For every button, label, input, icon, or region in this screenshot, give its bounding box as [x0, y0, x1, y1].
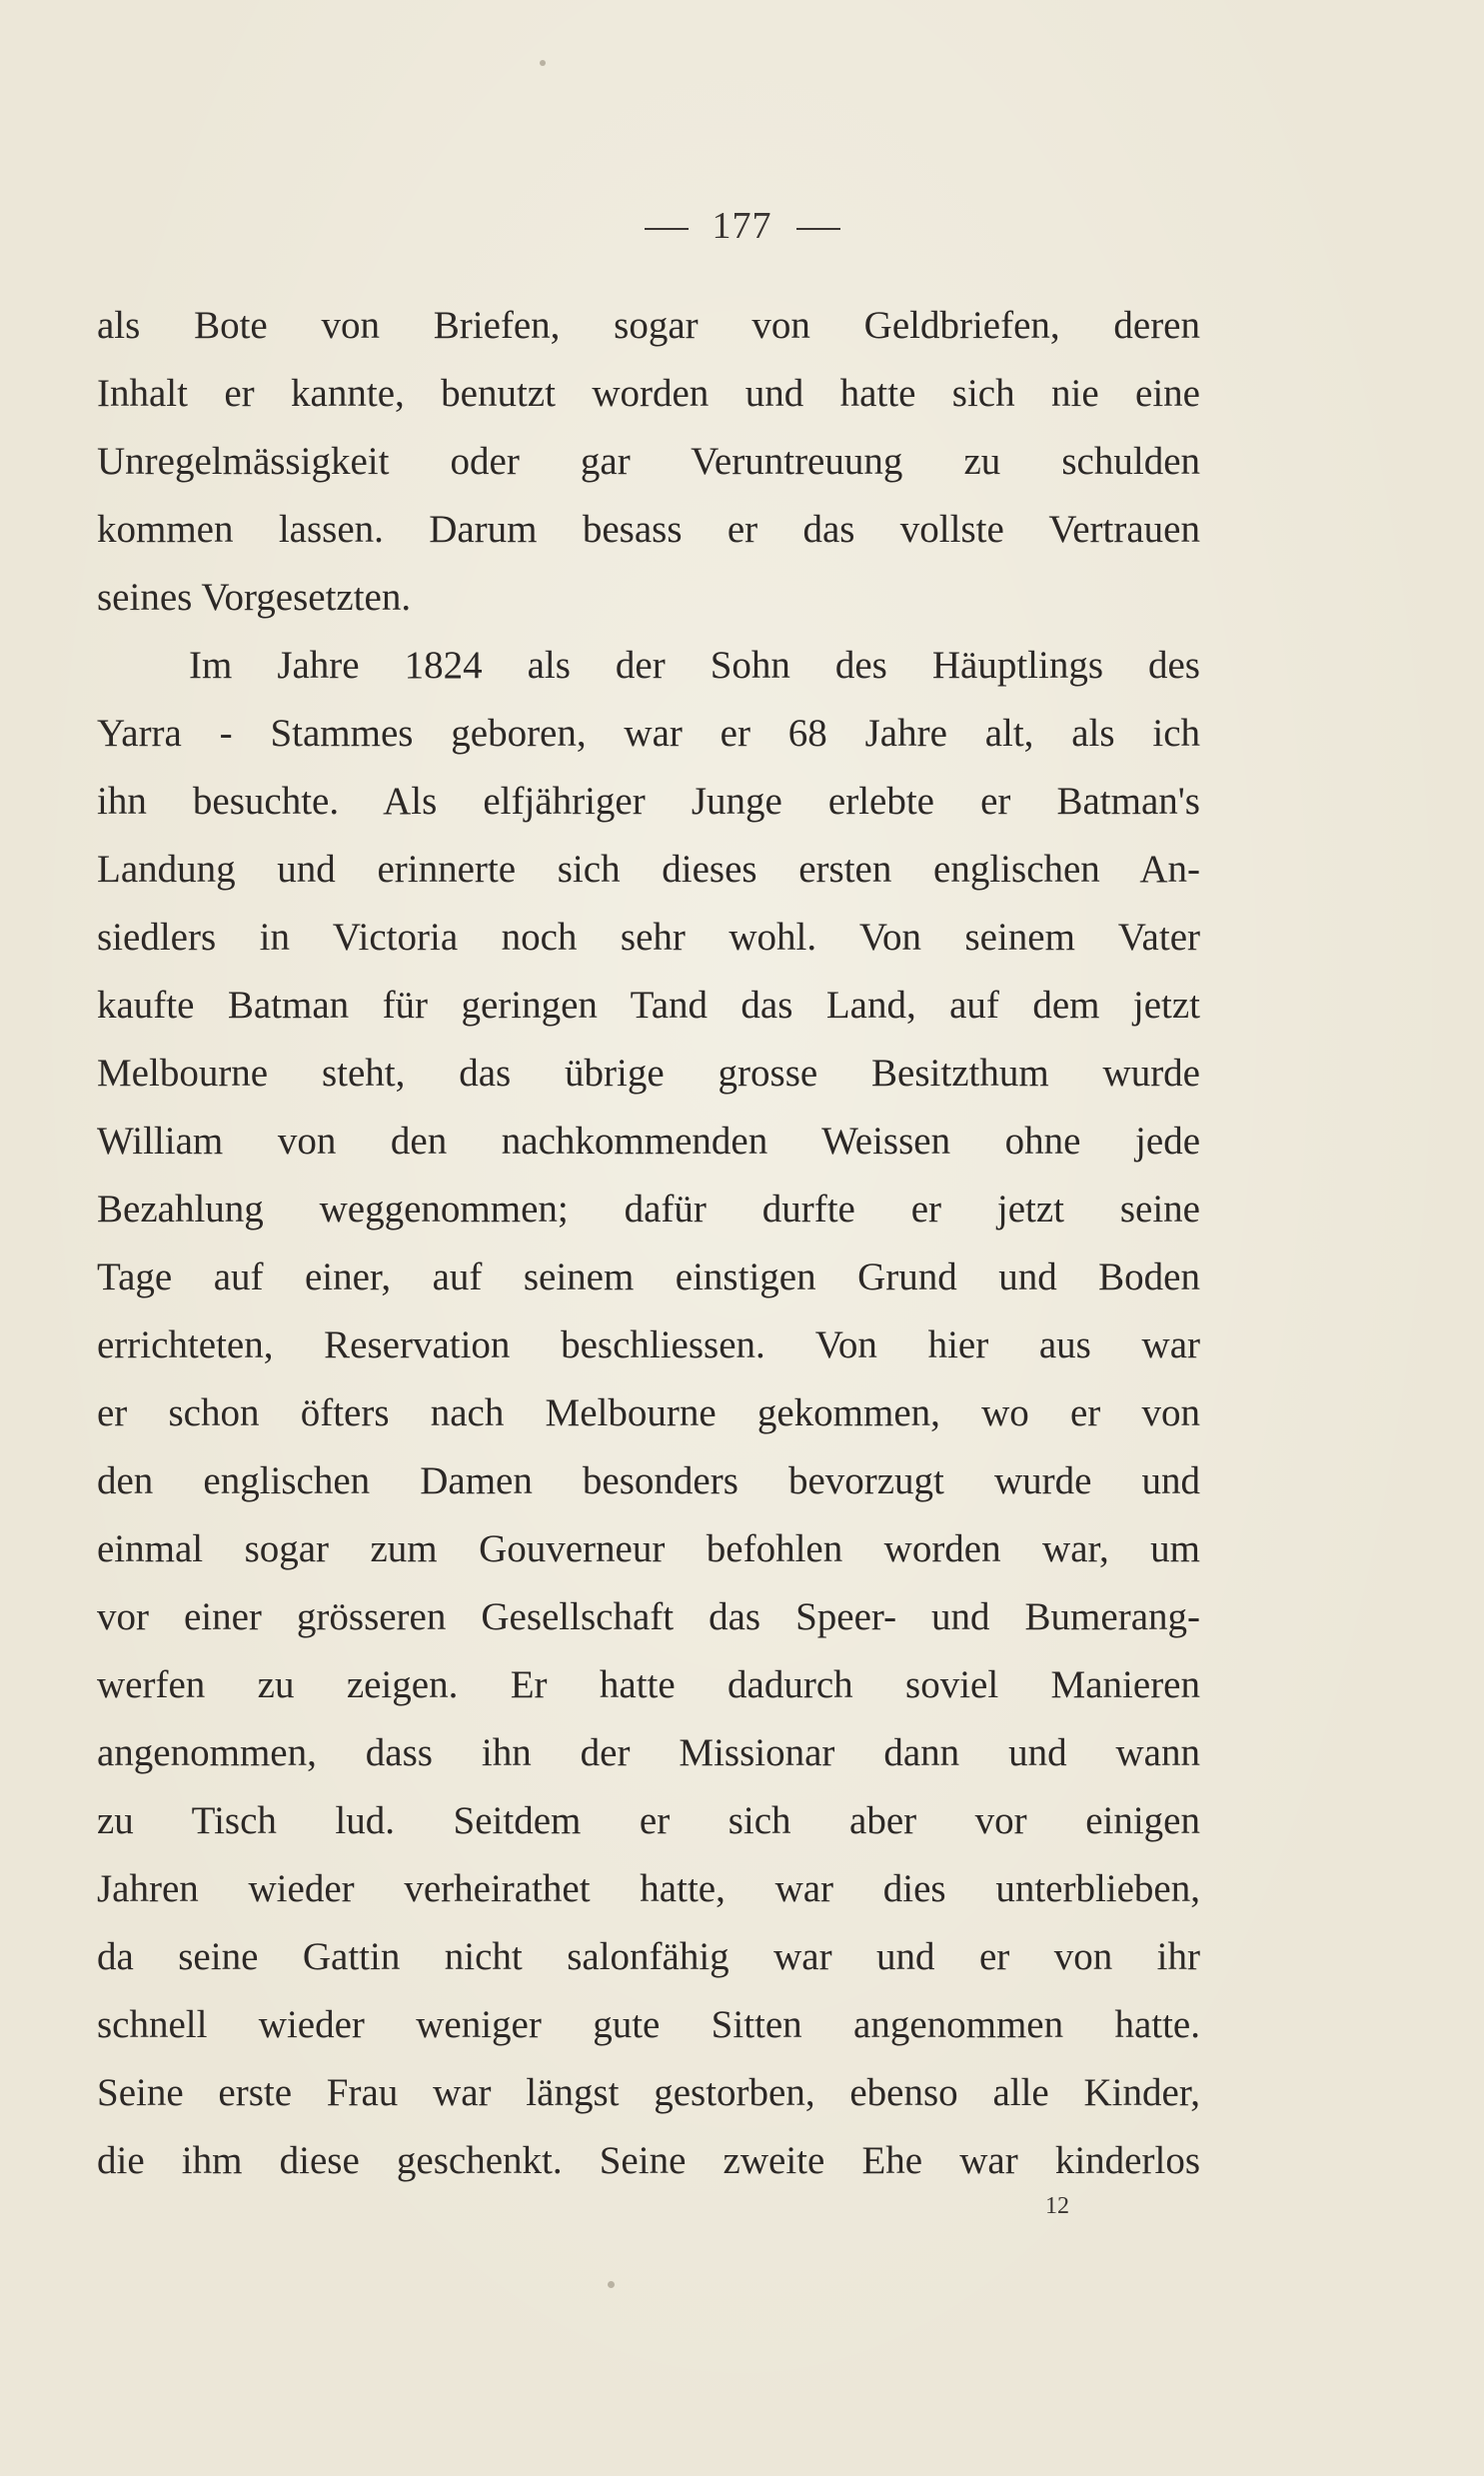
text-line: Tage auf einer, auf seinem einstigen Grund und Boden: [97, 1255, 1200, 1298]
text-line: angenommen, dass ihn der Missionar dann und wann: [97, 1731, 1200, 1774]
text-line: kaufte Batman für geringen Tand das Land, auf dem jetzt: [97, 984, 1200, 1027]
text-line: schnell wieder weniger gute Sitten angenommen hatte.: [97, 2003, 1200, 2046]
text-line: William von den nachkommenden Weissen ohne jede: [97, 1120, 1200, 1163]
dash-right: [796, 228, 840, 230]
text-line: ihn besuchte. Als elfjähriger Junge erlebte er Batman's: [97, 780, 1200, 823]
dash-left: [645, 228, 689, 230]
text-line: den englischen Damen besonders bevorzugt wurde und: [97, 1459, 1200, 1502]
body-text: [97, 292, 1200, 2195]
text-line: kommen lassen. Darum besass er das vollste Vertrauen: [97, 508, 1200, 551]
text-line: Unregelmässigkeit oder gar Veruntreuung zu schulden: [97, 440, 1200, 483]
text-line: Seine erste Frau war längst gestorben, ebenso alle Kinder,: [97, 2071, 1200, 2114]
text-line: Bezahlung weggenommen; dafür durfte er jetzt seine: [97, 1188, 1200, 1231]
page-header: [0, 204, 1484, 248]
page-number: 177: [712, 205, 772, 247]
text-line: Im Jahre 1824 als der Sohn des Häuptlings des: [189, 644, 1200, 687]
text-line: als Bote von Briefen, sogar von Geldbriefen, deren: [97, 304, 1200, 347]
text-line: da seine Gattin nicht salonfähig war und er von ihr: [97, 1935, 1200, 1978]
text-line: Inhalt er kannte, benutzt worden und hatte sich nie eine: [97, 372, 1200, 415]
signature-mark: 12: [1045, 2193, 1069, 2219]
text-line: Yarra - Stammes geboren, war er 68 Jahre alt, als ich: [97, 712, 1200, 755]
text-line: vor einer grösseren Gesellschaft das Speer- und Bumerang-: [97, 1595, 1200, 1638]
text-line: zu Tisch lud. Seitdem er sich aber vor einigen: [97, 1799, 1200, 1842]
text-line: seines Vorgesetzten.: [97, 576, 412, 619]
paper-speck: [540, 60, 546, 66]
text-line: Jahren wieder verheirathet hatte, war dies unterblieben,: [97, 1867, 1200, 1910]
text-line: einmal sogar zum Gouverneur befohlen worden war, um: [97, 1527, 1200, 1570]
text-line: Melbourne steht, das übrige grosse Besitzthum wurde: [97, 1052, 1200, 1095]
text-line: er schon öfters nach Melbourne gekommen, wo er von: [97, 1391, 1200, 1434]
text-line: werfen zu zeigen. Er hatte dadurch soviel Manieren: [97, 1663, 1200, 1706]
text-line: die ihm diese geschenkt. Seine zweite Ehe war kinderlos: [97, 2139, 1200, 2182]
text-line: siedlers in Victoria noch sehr wohl. Von seinem Vater: [97, 916, 1200, 959]
paper-speck: [608, 2281, 615, 2288]
text-line: errichteten, Reservation beschliessen. Von hier aus war: [97, 1323, 1200, 1366]
text-line: Landung und erinnerte sich dieses ersten englischen An-: [97, 848, 1200, 891]
